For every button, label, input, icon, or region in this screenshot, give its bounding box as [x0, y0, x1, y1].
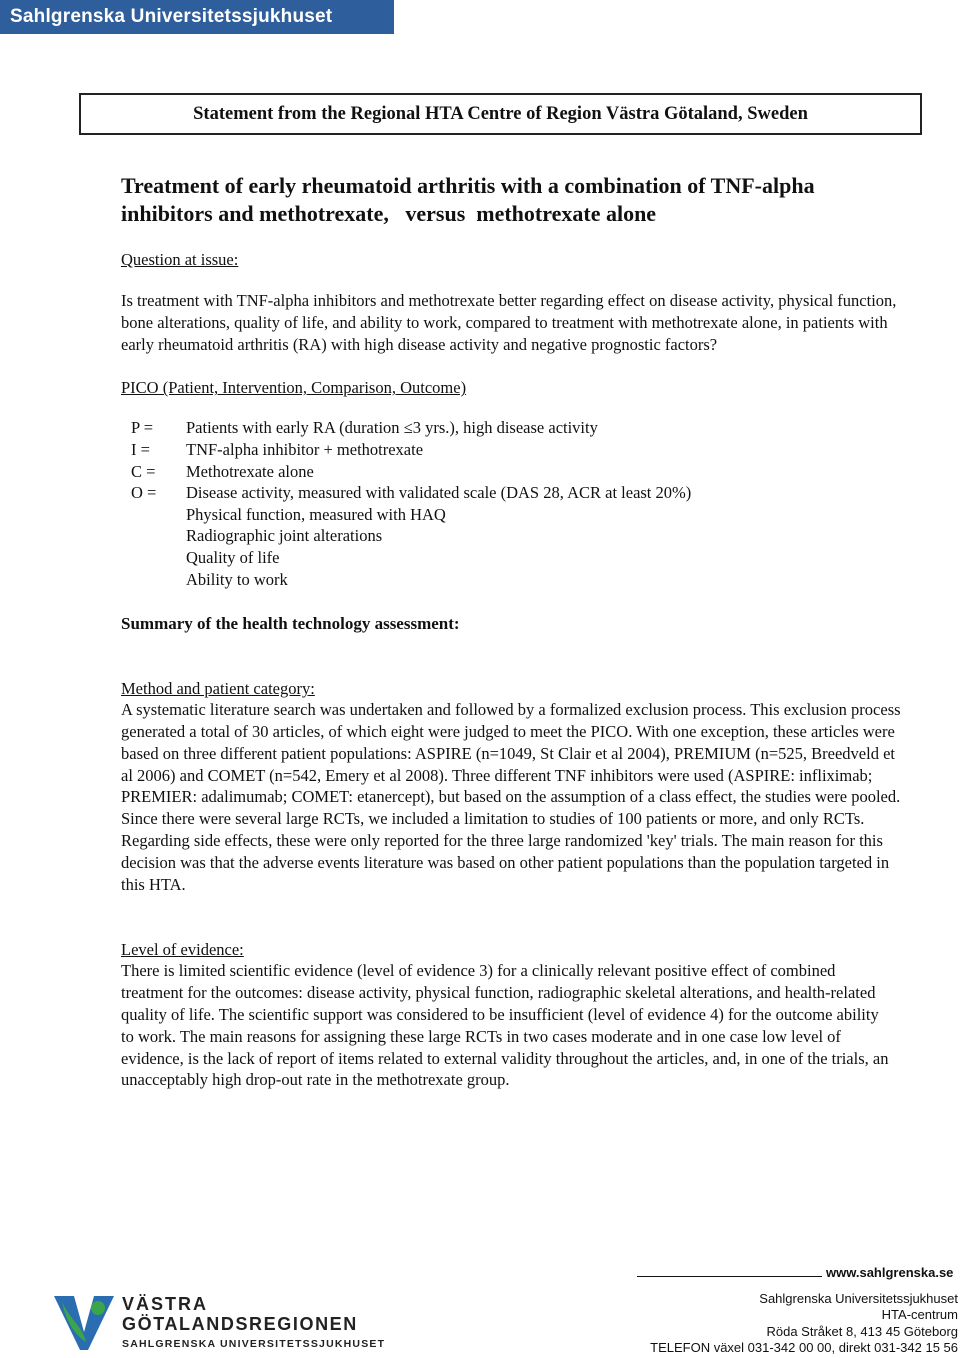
- pico-row: [121, 569, 901, 591]
- pico-row: [121, 417, 901, 439]
- address-line: TELEFON växel 031-342 00 00, direkt 031-342 15 56: [650, 1339, 958, 1355]
- logo-text-vastra: VÄSTRA: [122, 1294, 209, 1314]
- footer-url[interactable]: www.sahlgrenska.se: [826, 1265, 954, 1280]
- pico-value: Ability to work: [186, 569, 288, 589]
- footer-address: [650, 1291, 958, 1356]
- header-banner: [0, 0, 394, 34]
- evidence-heading: Level of evidence:: [121, 940, 244, 960]
- banner-text: Sahlgrenska Universitetssjukhuset: [10, 6, 333, 27]
- pico-value: Radiographic joint alterations: [186, 526, 383, 546]
- document-title-line1: Treatment of early rheumatoid arthritis with a combination of TNF-alpha: [121, 173, 815, 198]
- method-text: A systematic literature search was undertaken and followed by a formalized exclusion process. This exclusion process generated a total of 30 articles, of which eight were judged to meet the PICO. With one exception, these articles were based on three different patient populations: ASPIRE (n=1049, St Clair et al 2004), PREMIUM (n=525, Breedveld et al 2006) and COMET (n=542, Emery et al 2008). Three different TNF inhibitors were used (ASPIRE: infliximab; PREMIER: adalimumab; COMET: etanercept), but based on the assumption of a class effect, the studies were pooled. Since there were several large RCTs, we included a limitation to studies of 100 patients or more, and only RCTs. Regarding side effects, these were only reported for the three large randomized 'key' trials. The main reason for this decision was that the adverse events literature was based on other patient populations than the population targeted in this HTA.: [121, 700, 901, 894]
- question-text: Is treatment with TNF-alpha inhibitors and methotrexate better regarding effect on disease activity, physical function, bone alterations, quality of life, and ability to work, compared to treatment with methotrexate alone, in patients with early rheumatoid arthritis (RA) with high disease activity and negative prognostic factors?: [121, 291, 897, 354]
- pico-row: [121, 461, 901, 483]
- vgr-logo: [52, 1292, 392, 1354]
- address-line: HTA-centrum: [881, 1307, 958, 1323]
- logo-text-region: GÖTALANDSREGIONEN: [122, 1314, 358, 1334]
- pico-value: Physical function, measured with HAQ: [186, 504, 446, 524]
- pico-key: [121, 504, 186, 526]
- document-body: [121, 172, 901, 1091]
- pico-row: [121, 439, 901, 461]
- pico-key: O =: [131, 483, 157, 503]
- pico-list: [121, 417, 901, 590]
- pico-value: Quality of life: [186, 547, 280, 567]
- address-line: Sahlgrenska Universitetssjukhuset: [759, 1291, 958, 1306]
- pico-row: [121, 525, 901, 547]
- pico-key: [121, 525, 186, 547]
- pico-key: I =: [131, 439, 150, 459]
- pico-row: [121, 504, 901, 526]
- statement-box: [79, 93, 922, 135]
- logo-text-hospital: SAHLGRENSKA UNIVERSITETSSJUKHUSET: [122, 1338, 386, 1350]
- pico-key: P =: [131, 418, 153, 438]
- pico-value: Patients with early RA (duration ≤3 yrs.), high disease activity: [186, 418, 598, 438]
- question-heading: Question at issue:: [121, 250, 239, 269]
- summary-heading: Summary of the health technology assessment:: [121, 614, 460, 634]
- pico-key: [121, 547, 186, 569]
- method-heading: Method and patient category:: [121, 679, 315, 699]
- pico-key: [121, 569, 186, 591]
- evidence-text: There is limited scientific evidence (level of evidence 3) for a clinically relevant positive effect of combined treatment for the outcomes: disease activity, physical function, radiographic skeletal alterations, and health-related quality of life. The scientific support was considered to be insufficient (level of evidence 4) for the outcome ability to work. The main reasons for assigning these large RCTs in two cases moderate and in one case low level of evidence, is the lack of report of items related to external validity throughout the articles, and, in one of the trials, an unacceptably high drop-out rate in the methotrexate group.: [121, 961, 889, 1090]
- pico-value: Disease activity, measured with validated scale (DAS 28, ACR at least 20%): [186, 483, 692, 503]
- footer-rule: [637, 1276, 822, 1277]
- statement-text: Statement from the Regional HTA Centre of Region Västra Götaland, Sweden: [193, 104, 808, 124]
- address-line: Röda Stråket 8, 413 45 Göteborg: [766, 1323, 958, 1339]
- pico-row: [121, 482, 901, 504]
- pico-value: TNF-alpha inhibitor + methotrexate: [186, 439, 424, 459]
- pico-key: C =: [131, 461, 156, 481]
- pico-row: [121, 547, 901, 569]
- pico-value: Methotrexate alone: [186, 461, 314, 481]
- pico-heading: PICO (Patient, Intervention, Comparison, Outcome): [121, 378, 467, 398]
- document-title-line2: inhibitors and methotrexate, versus methotrexate alone: [121, 201, 657, 226]
- vgr-logo-icon: [52, 1292, 116, 1354]
